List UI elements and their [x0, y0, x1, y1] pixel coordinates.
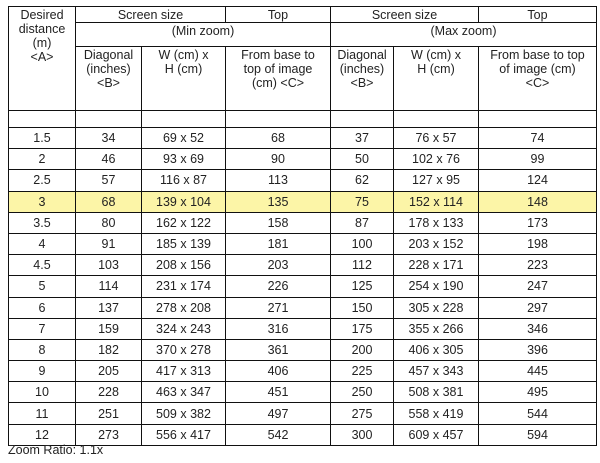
header-row-1 — [9, 7, 597, 23]
base-top-min-cell: 316 — [226, 318, 331, 339]
wh-header-min: W (cm) x H (cm) — [142, 47, 226, 111]
table-row — [9, 191, 597, 212]
diagonal-max-cell: 300 — [331, 424, 394, 445]
base-top-min-cell: 203 — [226, 255, 331, 276]
base-top-max-cell: 346 — [479, 318, 597, 339]
base-top-max-cell: 124 — [479, 170, 597, 191]
base-top-max-cell: 594 — [479, 424, 597, 445]
diagonal-min-cell: 57 — [76, 170, 142, 191]
top-header-max: Top — [479, 7, 597, 23]
base-top-min-cell: 497 — [226, 403, 331, 424]
diagonal-min-cell: 80 — [76, 212, 142, 233]
base-top-header-min: From base to top of image (cm) <C> — [226, 47, 331, 111]
wh-min-cell: 370 x 278 — [142, 339, 226, 360]
diagonal-max-cell: 87 — [331, 212, 394, 233]
diagonal-max-cell: 112 — [331, 255, 394, 276]
base-top-max-cell: 396 — [479, 339, 597, 360]
wh-max-cell: 127 x 95 — [394, 170, 479, 191]
spacer-row — [9, 111, 597, 128]
distance-cell: 4 — [9, 233, 76, 254]
diagonal-min-cell: 228 — [76, 382, 142, 403]
table-row — [9, 170, 597, 191]
base-top-min-cell: 181 — [226, 233, 331, 254]
wh-min-cell: 185 x 139 — [142, 233, 226, 254]
distance-cell: 11 — [9, 403, 76, 424]
base-top-header-max: From base to top of image (cm) <C> — [479, 47, 597, 111]
table-row — [9, 128, 597, 149]
diagonal-min-cell: 103 — [76, 255, 142, 276]
wh-min-cell: 509 x 382 — [142, 403, 226, 424]
wh-min-cell: 463 x 347 — [142, 382, 226, 403]
table-row — [9, 255, 597, 276]
wh-min-cell: 208 x 156 — [142, 255, 226, 276]
wh-max-cell: 609 x 457 — [394, 424, 479, 445]
base-top-min-cell: 542 — [226, 424, 331, 445]
header-row-2 — [9, 23, 597, 47]
diagonal-min-cell: 205 — [76, 361, 142, 382]
table-row — [9, 233, 597, 254]
table-row — [9, 318, 597, 339]
table-row — [9, 149, 597, 170]
base-top-max-cell: 173 — [479, 212, 597, 233]
wh-max-cell: 203 x 152 — [394, 233, 479, 254]
wh-header-max: W (cm) x H (cm) — [394, 47, 479, 111]
wh-max-cell: 355 x 266 — [394, 318, 479, 339]
base-top-min-cell: 90 — [226, 149, 331, 170]
header-row-3 — [9, 47, 597, 111]
wh-min-cell: 278 x 208 — [142, 297, 226, 318]
base-top-min-cell: 158 — [226, 212, 331, 233]
distance-cell: 3.5 — [9, 212, 76, 233]
distance-cell: 2 — [9, 149, 76, 170]
base-top-max-cell: 74 — [479, 128, 597, 149]
distance-cell: 4.5 — [9, 255, 76, 276]
diagonal-max-cell: 50 — [331, 149, 394, 170]
diagonal-max-cell: 100 — [331, 233, 394, 254]
diagonal-min-cell: 68 — [76, 191, 142, 212]
diagonal-max-cell: 175 — [331, 318, 394, 339]
base-top-min-cell: 226 — [226, 276, 331, 297]
distance-cell: 6 — [9, 297, 76, 318]
screen-size-header-max: Screen size — [331, 7, 479, 23]
wh-min-cell: 116 x 87 — [142, 170, 226, 191]
wh-min-cell: 69 x 52 — [142, 128, 226, 149]
wh-min-cell: 324 x 243 — [142, 318, 226, 339]
distance-cell: 3 — [9, 191, 76, 212]
distance-cell: 1.5 — [9, 128, 76, 149]
distance-cell: 9 — [9, 361, 76, 382]
wh-min-cell: 231 x 174 — [142, 276, 226, 297]
distance-cell: 8 — [9, 339, 76, 360]
diagonal-min-cell: 159 — [76, 318, 142, 339]
base-top-max-cell: 297 — [479, 297, 597, 318]
diagonal-max-cell: 225 — [331, 361, 394, 382]
wh-max-cell: 178 x 133 — [394, 212, 479, 233]
diagonal-min-cell: 114 — [76, 276, 142, 297]
table-row — [9, 382, 597, 403]
base-top-max-cell: 445 — [479, 361, 597, 382]
table-row — [9, 212, 597, 233]
wh-max-cell: 254 x 190 — [394, 276, 479, 297]
wh-min-cell: 417 x 313 — [142, 361, 226, 382]
diagonal-max-cell: 62 — [331, 170, 394, 191]
base-top-min-cell: 68 — [226, 128, 331, 149]
diagonal-max-cell: 200 — [331, 339, 394, 360]
wh-min-cell: 556 x 417 — [142, 424, 226, 445]
wh-min-cell: 162 x 122 — [142, 212, 226, 233]
diagonal-header-min: Diagonal (inches) <B> — [76, 47, 142, 111]
diagonal-min-cell: 91 — [76, 233, 142, 254]
base-top-min-cell: 271 — [226, 297, 331, 318]
distance-cell: 10 — [9, 382, 76, 403]
diagonal-max-cell: 125 — [331, 276, 394, 297]
wh-max-cell: 305 x 228 — [394, 297, 479, 318]
base-top-min-cell: 113 — [226, 170, 331, 191]
diagonal-max-cell: 275 — [331, 403, 394, 424]
screen-size-header-min: Screen size — [76, 7, 226, 23]
base-top-max-cell: 148 — [479, 191, 597, 212]
distance-cell: 2.5 — [9, 170, 76, 191]
diagonal-min-cell: 46 — [76, 149, 142, 170]
base-top-max-cell: 544 — [479, 403, 597, 424]
base-top-min-cell: 406 — [226, 361, 331, 382]
max-zoom-header: (Max zoom) — [331, 23, 597, 47]
diagonal-header-max: Diagonal (inches) <B> — [331, 47, 394, 111]
table-row — [9, 276, 597, 297]
wh-max-cell: 152 x 114 — [394, 191, 479, 212]
base-top-max-cell: 247 — [479, 276, 597, 297]
base-top-max-cell: 223 — [479, 255, 597, 276]
wh-max-cell: 102 x 76 — [394, 149, 479, 170]
distance-cell: 12 — [9, 424, 76, 445]
table-row — [9, 339, 597, 360]
wh-max-cell: 457 x 343 — [394, 361, 479, 382]
diagonal-min-cell: 251 — [76, 403, 142, 424]
wh-max-cell: 508 x 381 — [394, 382, 479, 403]
diagonal-min-cell: 273 — [76, 424, 142, 445]
base-top-min-cell: 451 — [226, 382, 331, 403]
min-zoom-header: (Min zoom) — [76, 23, 331, 47]
wh-min-cell: 93 x 69 — [142, 149, 226, 170]
wh-max-cell: 228 x 171 — [394, 255, 479, 276]
wh-max-cell: 558 x 419 — [394, 403, 479, 424]
diagonal-max-cell: 37 — [331, 128, 394, 149]
distance-cell: 5 — [9, 276, 76, 297]
wh-max-cell: 406 x 305 — [394, 339, 479, 360]
table-row — [9, 361, 597, 382]
diagonal-min-cell: 182 — [76, 339, 142, 360]
zoom-ratio-note: Zoom Ratio: 1.1x — [8, 443, 104, 457]
base-top-max-cell: 198 — [479, 233, 597, 254]
base-top-min-cell: 361 — [226, 339, 331, 360]
diagonal-max-cell: 250 — [331, 382, 394, 403]
diagonal-min-cell: 137 — [76, 297, 142, 318]
table-body — [9, 111, 597, 446]
base-top-max-cell: 495 — [479, 382, 597, 403]
top-header-min: Top — [226, 7, 331, 23]
base-top-min-cell: 135 — [226, 191, 331, 212]
distance-cell: 7 — [9, 318, 76, 339]
wh-min-cell: 139 x 104 — [142, 191, 226, 212]
table-row — [9, 403, 597, 424]
wh-max-cell: 76 x 57 — [394, 128, 479, 149]
projection-distance-table — [8, 6, 597, 446]
diagonal-max-cell: 150 — [331, 297, 394, 318]
desired-distance-header: Desired distance (m) <A> — [9, 7, 76, 111]
table-row — [9, 297, 597, 318]
diagonal-min-cell: 34 — [76, 128, 142, 149]
diagonal-max-cell: 75 — [331, 191, 394, 212]
base-top-max-cell: 99 — [479, 149, 597, 170]
